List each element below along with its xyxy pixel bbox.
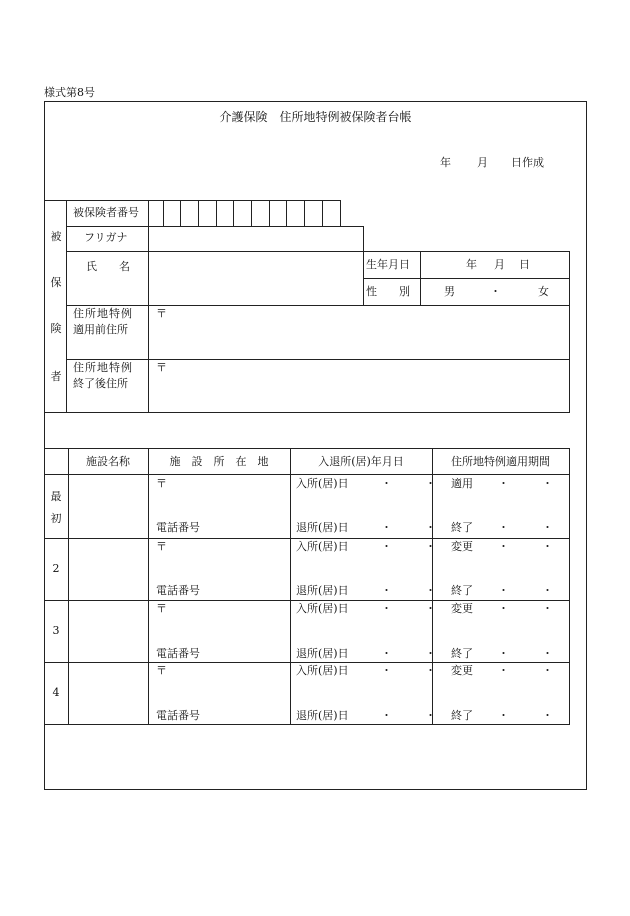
date-dots: ・ ・: [381, 647, 436, 660]
date-dots: ・ ・: [498, 709, 553, 722]
date-dots: ・ ・: [381, 664, 436, 677]
address-before-label: 住所地特例 適用前住所: [73, 307, 133, 336]
date-dots: ・ ・: [381, 584, 436, 597]
date-dots: ・ ・: [381, 477, 436, 490]
sex-label: 性 別: [366, 285, 410, 298]
date-dots: ・ ・: [498, 540, 553, 553]
postal-mark: 〒: [156, 477, 167, 490]
admission-label: 入所(居)日: [296, 477, 349, 490]
period-start-label: 変更: [451, 602, 473, 615]
phone-label: 電話番号: [156, 584, 200, 597]
form-number: 様式第8号: [44, 86, 95, 99]
phone-label: 電話番号: [156, 521, 200, 534]
admission-label: 入所(居)日: [296, 664, 349, 677]
period-start-label: 適用: [451, 477, 473, 490]
phone-label: 電話番号: [156, 647, 200, 660]
period-end-label: 終了: [451, 584, 473, 597]
header-admission-dates: 入退所(居)年月日: [318, 455, 404, 468]
date-dots: ・ ・: [498, 584, 553, 597]
discharge-label: 退所(居)日: [296, 709, 349, 722]
date-dots: ・ ・: [498, 521, 553, 534]
discharge-label: 退所(居)日: [296, 584, 349, 597]
date-dots: ・ ・: [498, 477, 553, 490]
date-dots: ・ ・: [381, 602, 436, 615]
phone-label: 電話番号: [156, 709, 200, 722]
postal-mark: 〒: [156, 602, 167, 615]
period-start-label: 変更: [451, 664, 473, 677]
date-dots: ・ ・: [381, 521, 436, 534]
date-year: 年: [440, 156, 451, 169]
header-facility-name: 施設名称: [86, 455, 130, 468]
header-special-period: 住所地特例適用期間: [451, 455, 550, 468]
date-dots: ・ ・: [498, 647, 553, 660]
birth-date-label: 生年月日: [366, 258, 410, 271]
insured-side-label: 被 保 険 者: [50, 230, 62, 383]
date-dots: ・ ・: [498, 602, 553, 615]
address-after-label: 住所地特例 終了後住所: [73, 361, 133, 390]
date-dots: ・ ・: [381, 709, 436, 722]
name-label: 氏 名: [86, 260, 130, 273]
sex-separator: ・: [490, 285, 501, 298]
discharge-label: 退所(居)日: [296, 521, 349, 534]
discharge-label: 退所(居)日: [296, 647, 349, 660]
date-month: 月: [477, 156, 488, 169]
postal-mark: 〒: [156, 664, 167, 677]
period-end-label: 終了: [451, 647, 473, 660]
postal-mark: 〒: [156, 307, 167, 320]
period-end-label: 終了: [451, 521, 473, 534]
insured-number-label: 被保険者番号: [73, 206, 139, 219]
date-dots: ・ ・: [381, 540, 436, 553]
form-title: 介護保険 住所地特例被保険者台帳: [219, 110, 412, 124]
sex-male: 男: [444, 285, 455, 298]
sex-female: 女: [538, 285, 549, 298]
admission-label: 入所(居)日: [296, 602, 349, 615]
admission-label: 入所(居)日: [296, 540, 349, 553]
postal-mark: 〒: [156, 540, 167, 553]
period-end-label: 終了: [451, 709, 473, 722]
header-facility-address: 施 設 所 在 地: [169, 455, 269, 468]
form-frame: [44, 101, 587, 790]
date-day-created: 日作成: [511, 156, 544, 169]
postal-mark: 〒: [156, 361, 167, 374]
page: 様式第8号 介護保険 住所地特例被保険者台帳 年 月 日作成 被 保 険 者 被保険者番号 フリガナ 氏 名 生年月日 年 月 日 性 別 男 ・ 女 住所地特例 適用前住所 〒 住所地特例 終了後住所 〒 施設名称 施 設 所 在 地 入退所(居)年月日 住所地特例適用期間 最 初 〒 電話番号 入所(居)日 ・ ・ 退所(居)日 ・ ・ 適用 ・ ・ 終了 ・ ・ 2 〒 電話番号 入所(居)日 ・ ・ 退所(居)日 ・ ・ 変更 ・ ・ 終了 ・ ・ 3 〒 電話番号 入所(居)日 ・ ・ 退所(居)日 ・ ・ 変更 ・ ・ 終了 ・ ・ 4 〒 電話番号 入所(居)日 ・ ・ 退所(居)日 ・ ・ 変更 ・ ・ 終了 ・ ・: [0, 0, 630, 916]
furigana-label: フリガナ: [84, 231, 128, 244]
period-start-label: 変更: [451, 540, 473, 553]
date-dots: ・ ・: [498, 664, 553, 677]
